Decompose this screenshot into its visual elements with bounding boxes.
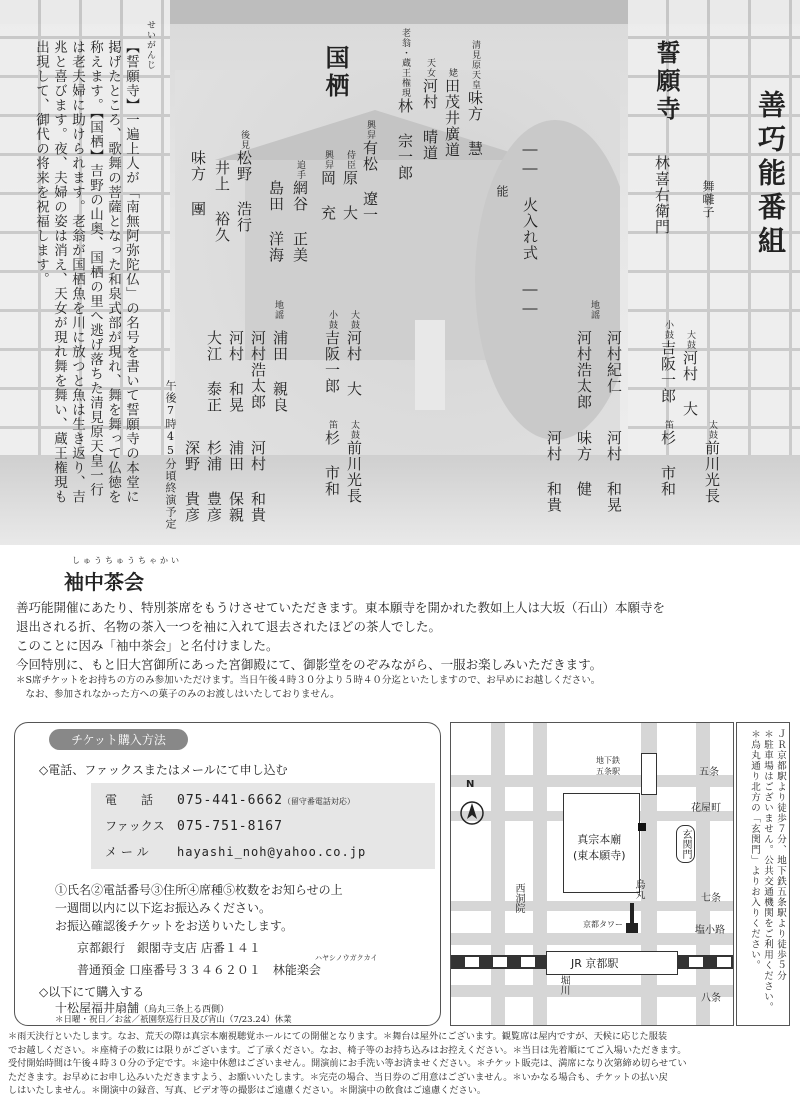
ticket-method1: ◇電話、ファックスまたはメールにて申し込む [39, 763, 288, 777]
temple-label: 真宗本廟 (東本願寺) [573, 833, 626, 862]
subway-station [641, 753, 657, 795]
chakai-line: このことに因み「袖中茶会」と名付けました。 [16, 638, 279, 653]
fax-number: 075-751-8167 [177, 819, 283, 834]
map-note-text: ＪＲ京都駅より徒歩７分、地下鉄五条駅より徒歩５分 ＊駐車場はございません。公共交通機関をご利用ください。 ＊烏丸通り北方の「玄関門」よりお入りください。 [749, 729, 786, 1013]
mail-row: メ ー ル hayashi_noh@yahoo.co.jp [105, 845, 367, 859]
kuzu-cast-10: 後見松野 浩行 [235, 130, 253, 233]
seiganji-jiutai-5: 河村 和貴 [545, 430, 563, 513]
footer-line: ただきます。お早めにお申し込みいただきますよう、お願いいたします。＊完売の場合、当日券のご用意はございません。＊いかなる場合も、チケットの払い戻 [8, 1071, 668, 1083]
kyoto-tower-icon [625, 903, 639, 933]
chakai-ruby: しゅうちゅうちゃかい [72, 556, 182, 565]
ticket-bank1: 京都銀行 銀閣寺支店 店番１４１ [77, 941, 261, 955]
seiganji-kotsuzumi: 小鼓吉阪一郎 [659, 320, 677, 404]
kuzu-cast-3: 天女河村 晴道 [421, 58, 439, 161]
road-v2 [533, 723, 547, 1025]
kuzu-cast-1: 清見原天皇味方 慧 [466, 40, 484, 157]
chakai-text [16, 598, 786, 702]
seiganji-taiko: 太鼓前川光長 [703, 420, 721, 504]
seiganji-jiutai-3: 河村 和晃 [605, 430, 623, 513]
maibayashi-label: 舞囃子 [701, 180, 715, 219]
chakai-note: なお、参加されなかった方への菓子のみのお渡しはいたしておりません。 [16, 689, 340, 700]
kuzu-jiutai-label: 地謡 [273, 300, 283, 320]
chakai-line: 善巧能開催にあたり、特別茶席をもうけさせていただきます。東本願寺を開かれた教如上人は大坂（石山）本願寺を [16, 600, 666, 615]
kuzu-jiutai-4: 大江 泰正 [205, 330, 223, 413]
footer-line: 受付開始時間は午後４時３０分の予定です。＊途中休憩はございません。開演前にお手洗い等お済ませください。＊チケット販売は、満席になり次第締め切らせてい [8, 1058, 687, 1069]
chakai-line: 今回特別に、もと旧大宮御所にあった宮御殿にて、御影堂をのぞみながら、一服お楽しみいただきます。 [16, 657, 603, 672]
subway-label: 地下鉄 五条駅 [596, 756, 620, 776]
ticket-bank2: 普通預金 口座番号３３４６２０１ 林能楽会 [77, 963, 321, 977]
genkan-marker [638, 823, 646, 831]
seiganji-jiutai-2: 河村浩太郎 [575, 330, 593, 410]
station-label: JR 京都駅 [571, 957, 619, 970]
noh-label: 能 [495, 185, 509, 198]
kuzu-cast-5: 侍臣原 大 [341, 150, 359, 221]
seiganji-jiutai-4: 味方 健 [575, 430, 593, 497]
karasuma-label: 烏丸 [633, 879, 644, 899]
kuzu-cast-9: 島田 洋海 [267, 180, 285, 263]
road-gojo [451, 775, 733, 787]
footer-line: でお越しください。＊座椅子の数には限りがございます。ご了承ください。なお、椅子等のお持ち込みはお控えください。＊当日は先着順にてご入場いただきます。 [8, 1044, 687, 1056]
genkan-label: 玄関門 [676, 825, 695, 863]
seiganji-jiutai-label: 地謡 [589, 300, 599, 320]
ticket-heading: チケット購入方法 [49, 729, 188, 750]
ticket-method2: ◇以下にて購入する [39, 985, 145, 999]
north-label: N [466, 779, 475, 790]
kuzu-fue: 笛杉 市和 [323, 420, 341, 497]
footer-notes [8, 1030, 792, 1098]
mail-link[interactable]: hayashi_noh@yahoo.co.jp [177, 845, 367, 859]
ticket-box [14, 722, 441, 1026]
synopsis-ruby: せいがんじ [145, 20, 155, 70]
fax-row: ファックス 075-751-8167 [105, 819, 283, 834]
hiire-label: ―― 火入れ式 ―― [521, 140, 539, 318]
seiganji-jiutai-1: 河村紀仁 [605, 330, 623, 394]
seiganji-fue: 笛杉 市和 [659, 420, 677, 497]
ticket-instr1: ①氏名②電話番号③住所④席種⑤枚数をお知らせの上 [55, 883, 343, 897]
seiganji-title: 誓願寺 [652, 40, 681, 124]
shiokoji-label: 塩小路 [695, 925, 725, 936]
kuzu-jiutai-8: 深野 貴彦 [183, 440, 201, 523]
nishinotoin-label: 西洞院 [513, 883, 524, 913]
road-v1 [491, 723, 505, 1025]
ticket-shop-note: ＊日曜・祝日／お盆／祇園祭巡行日及び宵山（7/23.24）休業 [55, 1015, 292, 1025]
kuzu-cast-7: 興舁岡 充 [319, 150, 337, 221]
kuzu-title: 国栖 [321, 45, 350, 101]
footer-line: ＊雨天決行といたします。なお、荒天の際は真宗本廟視聴覚ホールにての開催となります。＊舞台は屋外にございます。観覧席は屋内ですが、天候に応じた服装 [8, 1031, 668, 1042]
ticket-shop: 十松屋福井扇舗（烏丸三条上る西側） [55, 1001, 230, 1015]
kuzu-end-time: 午後7時45分頃終演予定 [164, 380, 177, 530]
seiganji-shite: 林喜右衛門 [653, 155, 671, 235]
horikawa-label: 堀川 [558, 975, 569, 995]
kuzu-kotsuzumi: 小鼓吉阪一郎 [323, 310, 341, 394]
seiganji-otsuzumi: 大鼓河村 大 [681, 330, 699, 417]
synopsis-text: 【誓願寺】一遍上人が「南無阿弥陀仏」の名号を書いて誓願寺の本堂に掲げたところ、歌舞の菩薩となった和泉式部が現れ、舞を舞って仏徳を称えます。【国栖】吉野の山奥、国栖の里へ逃げ落ちた清見原天皇一行は老夫婦に助けられます。老翁が国栖魚を川に放つと魚は生き返り、吉兆と喜びます。夜、夫婦の姿は消え、天女が現れ舞を舞い、蔵王権現も出現して、御代の将来を祝福します。 [33, 40, 139, 504]
chakai-note: ＊S席チケットをお持ちの方のみ参加いただけます。当日午後４時３０分より５時４０分迄といたしますので、お早めにお越しください。 [16, 675, 601, 686]
kuzu-cast-12: 味方 團 [189, 150, 207, 217]
kuzu-cast-4: 老翁・蔵王権現林 宗一郎 [396, 28, 414, 181]
ticket-bank-ruby: ハヤシノウガクカイ [315, 954, 378, 962]
kuzu-jiutai-2: 河村浩太郎 [249, 330, 267, 410]
gojo-label: 五条 [699, 767, 719, 778]
program-panel [0, 0, 800, 545]
kuzu-jiutai-3: 河村 和晃 [227, 330, 245, 413]
kuzu-jiutai-1: 浦田 親良 [271, 330, 289, 413]
kuzu-jiutai-5: 河村 和貴 [249, 440, 267, 523]
kuzu-cast-6: 興舁有松 遼一 [361, 120, 379, 223]
road-shichijo [451, 901, 733, 911]
road-shiokoji [451, 933, 733, 945]
road-hachijo [451, 985, 733, 997]
hachijo-label: 八条 [701, 993, 721, 1004]
map-note [736, 722, 790, 1026]
chakai-title: 袖中茶会 [64, 570, 144, 594]
ticket-instr3: お振込確認後チケットをお送りいたします。 [55, 919, 293, 933]
kuzu-cast-2: 姥田茂井廣道 [443, 68, 461, 158]
footer-line: しはいたしません。＊開演中の録音、写真、ビデオ等の撮影はご遠慮ください。＊開演中の飲食はご遠慮ください。 [8, 1085, 487, 1096]
kuzu-jiutai-6: 浦田 保親 [227, 440, 245, 523]
phone-row: 電 話 075-441-6662（留守番電話対応） [105, 793, 355, 808]
access-map [450, 722, 734, 1026]
kuzu-otsuzumi: 大鼓河村 大 [345, 310, 363, 397]
kuzu-taiko: 太鼓前川光長 [345, 420, 363, 504]
shichijo-label: 七条 [701, 893, 721, 904]
ticket-instr2: 一週間以内に以下迄お振込みください。 [55, 901, 272, 915]
kaoku-label: 花屋町 [691, 803, 721, 814]
phone-link[interactable]: 075-441-6662 [177, 793, 283, 808]
chakai-line: 退出される折、名物の茶入一つを袖に入れて退去されたほどの茶人でした。 [16, 619, 442, 634]
program-title: 善巧能番組 [754, 90, 787, 260]
tower-label: 京都タワー [583, 920, 623, 929]
contact-block [91, 783, 435, 869]
kuzu-jiutai-7: 杉浦 豊彦 [205, 440, 223, 523]
kuzu-cast-8: 追手網谷 正美 [291, 160, 309, 263]
kuzu-cast-11: 井上 裕久 [213, 160, 231, 243]
